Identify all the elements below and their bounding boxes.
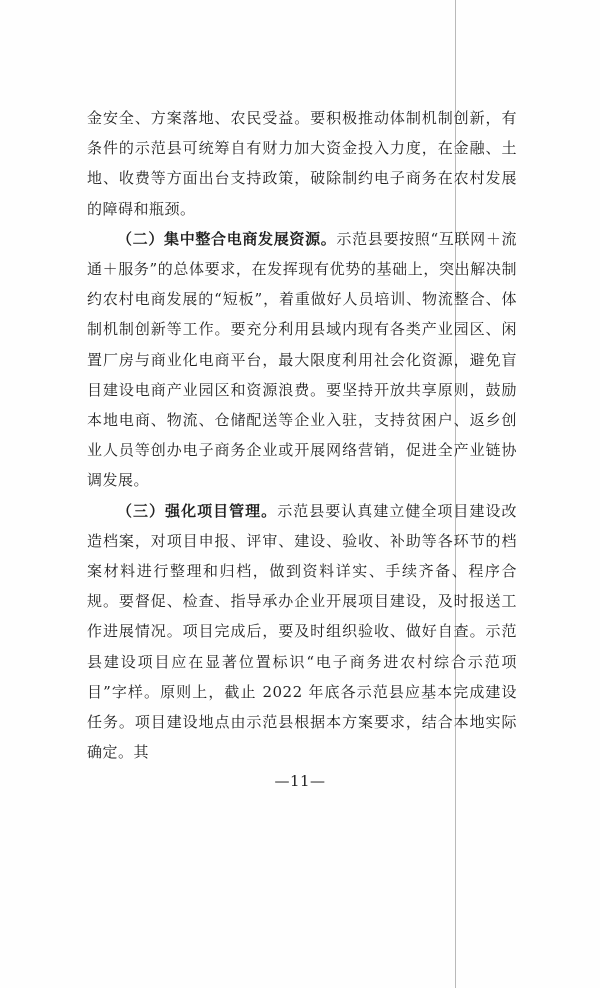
section-heading: （二）集中整合电商发展资源。 — [117, 229, 337, 248]
page-number: —11— — [274, 772, 326, 790]
paragraph-text: 示范县要按照“互联网＋流通＋服务”的总体要求，在发挥现有优势的基础上，突出解决制约农村电商发展的“短板”，着重做好人员培训、物流整合、体制机制创新等工作。要充分利用县域内现有各类产业园区、闲置厂房与商业化电商平台，最大限度利用社会化资源，避免盲目建设电商产业园区和资源浪费。要坚持开放共享原则，鼓励本地电商、物流、仓储配送等企业入驻，支持贫困户、返乡创业人员等创办电子商务企业或开展网络营销，促进全产业链协调发展。 — [87, 229, 517, 490]
body-text — [87, 103, 517, 767]
paragraph-section-three — [87, 496, 517, 768]
paragraph-text: 示范县要认真建立健全项目建设改造档案，对项目申报、评审、建设、验收、补助等各环节的档案材料进行整理和归档，做到资料详实、手续齐备、程序合规。要督促、检查、指导承办企业开展项目建设，及时报送工作进展情况。项目完成后，要及时组织验收、做好自查。示范县建设项目应在显著位置标识“电子商务进农村综合示范项目”字样。原则上，截止 2022 年底各示范县应基本完成建设任务。项目建设地点由示范县根据本方案要求，结合本地实际确定。其 — [87, 501, 517, 762]
paragraph-section-two — [87, 224, 517, 496]
paragraph-continuation — [87, 103, 517, 224]
section-heading: （三）强化项目管理。 — [117, 501, 278, 520]
paragraph-text: 金安全、方案落地、农民受益。要积极推动体制机制创新，有条件的示范县可统筹自有财力加大资金投入力度，在金融、土地、收费等方面出台支持政策，破除制约电子商务在农村发展的障碍和瓶颈。 — [87, 109, 517, 218]
